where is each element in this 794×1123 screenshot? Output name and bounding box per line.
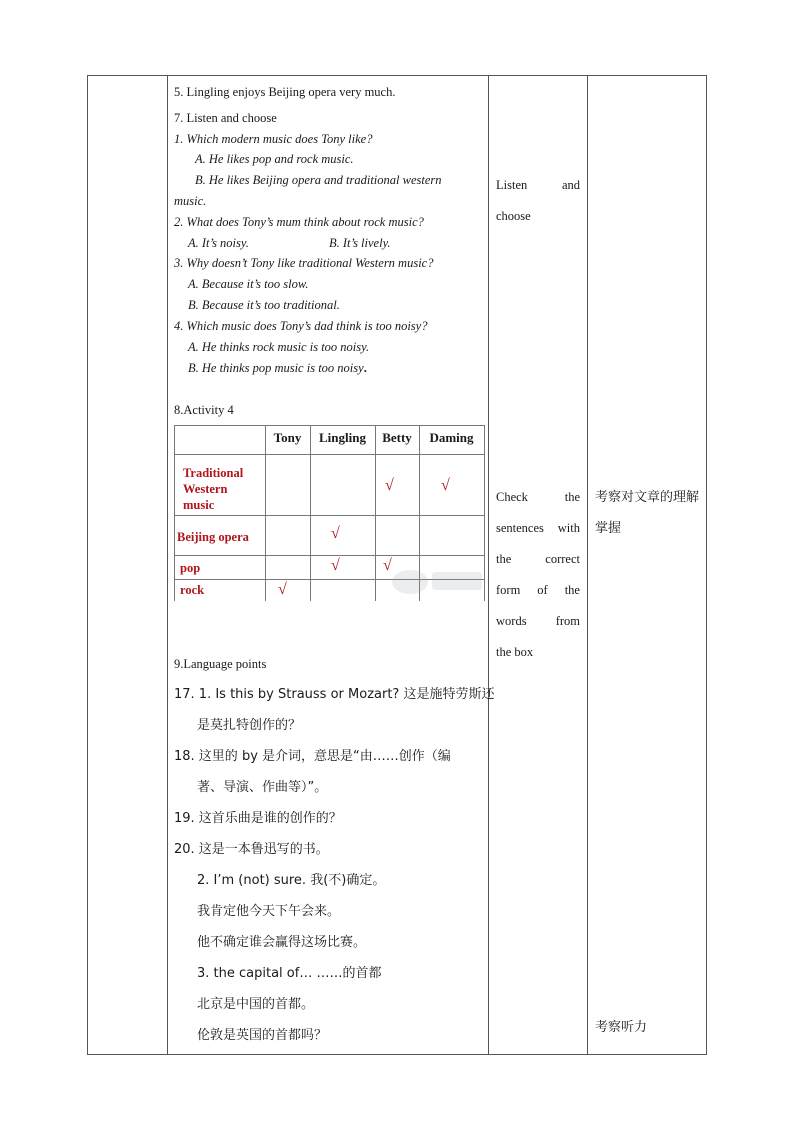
- column-divider-3: [587, 75, 588, 1055]
- header-lingling: Lingling: [319, 430, 366, 445]
- check-mark: √: [331, 525, 340, 542]
- check-mark: √: [385, 477, 394, 494]
- purpose-listening: 考察听力: [595, 1020, 648, 1035]
- question-3: 3. Why doesn’t Tony like traditional Western music?: [174, 256, 434, 270]
- statement-5: 5. Lingling enjoys Beijing opera very much.: [174, 85, 396, 99]
- table-bottom-border: [87, 1054, 707, 1055]
- section-listen-choose: 7. Listen and choose: [174, 111, 277, 125]
- lp-18-cont: 著、导演、作曲等）”。: [197, 780, 328, 795]
- column-divider-2: [488, 75, 489, 1055]
- lp-17: 17. 1. Is this by Strauss or Mozart? 这是施特劳斯还: [174, 687, 495, 702]
- q2-option-b: B. It’s lively.: [329, 236, 391, 250]
- q1-option-b-cont: music.: [174, 194, 207, 208]
- row-label-pop: pop: [180, 561, 201, 575]
- lp-im-sure: 2. I’m (not) sure. 我(不)确定。: [197, 873, 386, 888]
- header-daming: Daming: [429, 430, 474, 445]
- table-right-border: [706, 75, 707, 1055]
- check-mark: √: [331, 557, 340, 574]
- check-mark: √: [278, 581, 287, 598]
- row-label-traditional-western: Traditional Western music: [183, 466, 244, 512]
- lp-18: 18. 这里的 by 是介词，意思是“由……创作（编: [174, 749, 451, 764]
- q1-option-a: A. He likes pop and rock music.: [195, 152, 354, 166]
- table-top-border: [87, 75, 707, 76]
- header-tony: Tony: [273, 430, 302, 445]
- lp-example-1: 我肯定他今天下午会来。: [197, 904, 341, 919]
- activity-check-sentences: Check the sentences with the correct form of the words from the box: [496, 490, 580, 659]
- purpose-understanding: 考察对文章的理解掌握: [595, 490, 700, 536]
- check-mark: √: [383, 557, 392, 574]
- lp-example-2: 他不确定谁会赢得这场比赛。: [197, 935, 367, 950]
- lp-capital-of: 3. the capital of… ……的首都: [197, 966, 382, 981]
- check-mark: √: [441, 477, 450, 494]
- column-divider-1: [167, 75, 168, 1055]
- question-1: 1. Which modern music does Tony like?: [174, 132, 373, 146]
- q3-option-a: A. Because it’s too slow.: [188, 277, 309, 291]
- question-2: 2. What does Tony’s mum think about rock music?: [174, 215, 424, 229]
- table-left-border: [87, 75, 88, 1055]
- watermark-logo-icon: [390, 560, 486, 600]
- q1-option-b: B. He likes Beijing opera and traditional western: [195, 173, 442, 187]
- lp-example-4: 伦敦是英国的首都吗？: [197, 1028, 328, 1043]
- row-label-rock: rock: [180, 583, 205, 597]
- q2-option-a: A. It’s noisy.: [188, 236, 249, 250]
- lp-17-cont: 是莫扎特创作的？: [197, 718, 302, 733]
- lp-19: 19. 这首乐曲是谁的创作的？: [174, 811, 342, 826]
- header-betty: Betty: [382, 430, 412, 445]
- activity-listen-choose: Listen and choose: [496, 178, 580, 223]
- section-activity-4: 8.Activity 4: [174, 403, 234, 417]
- lp-example-3: 北京是中国的首都。: [197, 997, 315, 1012]
- q4-option-a: A. He thinks rock music is too noisy.: [188, 340, 370, 354]
- q4-option-b: B. He thinks pop music is too noisy.: [188, 361, 367, 375]
- question-4: 4. Which music does Tony’s dad think is too noisy?: [174, 319, 428, 333]
- section-language-points: 9.Language points: [174, 657, 267, 671]
- q3-option-b: B. Because it’s too traditional.: [188, 298, 340, 312]
- lp-20: 20. 这是一本鲁迅写的书。: [174, 842, 329, 857]
- row-label-beijing-opera: Beijing opera: [177, 530, 249, 544]
